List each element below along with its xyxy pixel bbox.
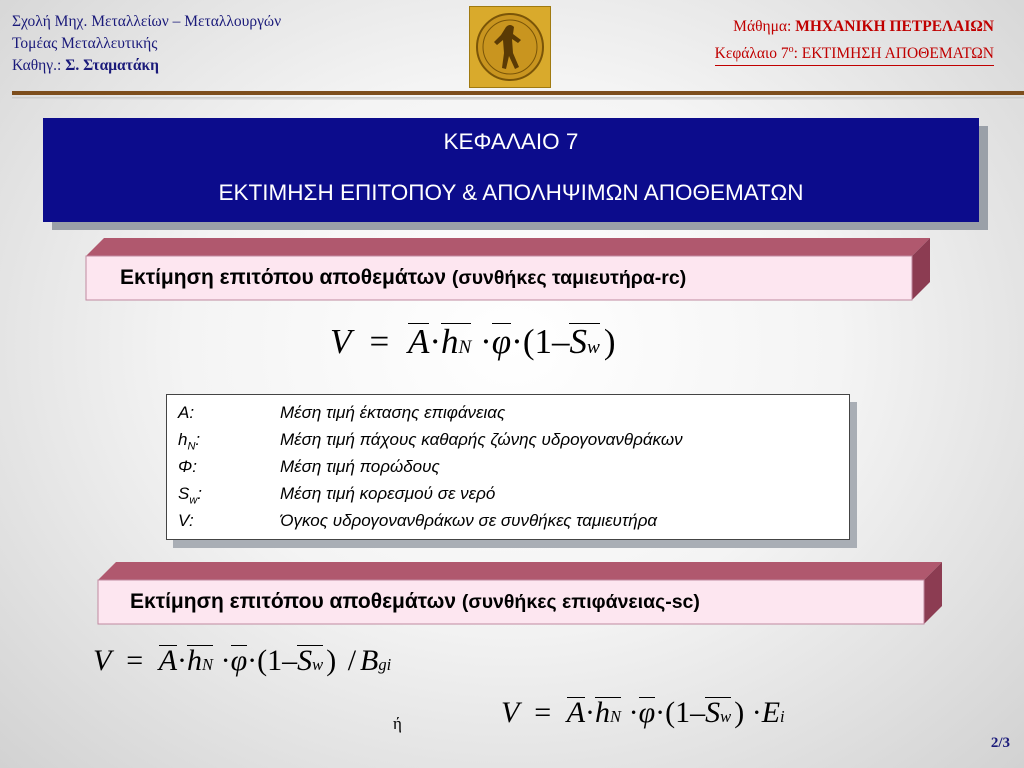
def-description: Μέση τιμή πάχους καθαρής ζώνης υδρογονανθράκων [280, 430, 683, 449]
section1-title-main: Εκτίμηση επιτόπου αποθεμάτων [120, 266, 447, 289]
eq1-dot1: · [429, 322, 442, 361]
section2-qualifier: (συνθήκες επιφάνειας-sc) [461, 591, 700, 613]
eq1-s-sub: w [586, 337, 600, 358]
eq2-v: V [93, 644, 111, 677]
section1-banner [84, 236, 934, 302]
professor-prefix: Καθηγ.: [12, 57, 66, 74]
chapter-title: ΕΚΤΙΜΗΣΗ ΕΠΙΤΟΠΟΥ & ΑΠΟΛΗΨΙΜΩΝ ΑΠΟΘΕΜΑΤΩΝ [218, 180, 804, 205]
eq3-v: V [501, 696, 519, 729]
professor-line [12, 55, 281, 77]
eq2-phi-bar: φ [230, 644, 248, 677]
def-description: Μέση τιμή έκτασης επιφάνειας [280, 403, 506, 422]
chapter-box [43, 118, 979, 222]
eq3-minus: – [690, 696, 706, 729]
eq3-e: E [761, 696, 781, 729]
eq1-open: (1 [522, 322, 552, 361]
chapter-line [715, 38, 994, 66]
course-name: ΜΗΧΑΝΙΚΗ ΠΕΤΡΕΛΑΙΩΝ [795, 18, 994, 35]
eq2-h: h [187, 644, 203, 677]
eq1-phi-bar: φ [491, 322, 512, 361]
eq2-a-bar: A [158, 644, 178, 677]
eq2-open: (1 [257, 644, 283, 677]
definitions-box [166, 394, 850, 540]
eq1-h: h [441, 322, 459, 361]
school-name: Σχολή Μηχ. Μεταλλείων – Μεταλλουργών [12, 13, 282, 30]
eq3-dot1: · [585, 696, 596, 729]
eq3-h-sub: N [610, 707, 622, 726]
chapter-prefix: Κεφάλαιο 7 [714, 45, 789, 63]
eq1-h-sub: N [458, 337, 472, 358]
eq3-dot3: · [655, 696, 666, 729]
def-symbol: V: [178, 511, 194, 530]
def-symbol-sub: w [189, 494, 198, 507]
or-word: ή [393, 714, 402, 733]
eq2-equals: = [126, 644, 144, 677]
eq3-h: h [595, 696, 611, 729]
eq2-b: B [360, 644, 379, 677]
eq3-close: ) [734, 696, 745, 729]
eq1-dot3: · [511, 322, 523, 361]
eq1-minus: – [551, 322, 570, 361]
chapter-sup: ο [788, 44, 794, 55]
eq2-close: ) [326, 644, 337, 677]
def-description: Όγκος υδρογονανθράκων σε συνθήκες ταμιευτήρα [280, 511, 658, 530]
eq3-open: (1 [665, 696, 691, 729]
section2-title [130, 590, 700, 614]
eq2-minus: – [282, 644, 298, 677]
eq2-slash: / [347, 644, 357, 677]
section2-banner [96, 560, 946, 626]
eq2-s-bar [297, 645, 323, 676]
equation-surface-bgi [93, 644, 391, 678]
equation-surface-ei [501, 696, 785, 730]
page-number: 2/3 [990, 735, 1010, 751]
eq3-a-bar: A [566, 696, 586, 729]
eq1-a-bar: A [408, 322, 430, 361]
header-left [12, 11, 281, 77]
section1-title [120, 266, 686, 290]
eq2-s-sub: w [312, 655, 324, 674]
eq1-v: V [330, 322, 351, 361]
def-symbol-base: S [178, 484, 190, 503]
eq1-h-bar [441, 323, 471, 359]
header-rule [12, 91, 1024, 95]
equation-reservoir [330, 322, 615, 362]
eq2-s: S [297, 644, 313, 677]
eq3-equals: = [534, 696, 552, 729]
eq2-h-sub: N [202, 655, 214, 674]
eq3-dot2: · [628, 696, 639, 729]
course-prefix: Μάθημα: [733, 18, 796, 35]
eq1-s: S [569, 322, 587, 361]
eq3-s-sub: w [720, 707, 732, 726]
eq1-equals: = [369, 322, 390, 361]
def-description: Μέση τιμή κορεσμού σε νερό [280, 484, 496, 503]
def-symbol: A: [178, 403, 195, 422]
university-seal-icon [469, 6, 551, 88]
eq1-s-bar [569, 323, 599, 359]
eq2-dot1: · [177, 644, 188, 677]
eq1-dot2: · [480, 322, 492, 361]
header-rule-shadow [12, 97, 1024, 100]
def-symbol-tail: : [195, 430, 201, 449]
def-symbol-base: h [178, 430, 188, 449]
chapter-rest: : ΕΚΤΙΜΗΣΗ ΑΠΟΘΕΜΑΤΩΝ [793, 45, 994, 63]
section2-title-main: Εκτίμηση επιτόπου αποθεμάτων [130, 590, 457, 613]
section1-qualifier: (συνθήκες ταμιευτήρα-rc) [451, 267, 687, 289]
def-symbol-tail: : [197, 484, 203, 503]
eq3-s-bar [705, 697, 731, 728]
eq3-dot4: · [751, 696, 762, 729]
def-symbol [178, 430, 200, 452]
def-symbol: Φ: [178, 457, 197, 476]
eq3-e-sub: i [780, 707, 785, 726]
eq3-s: S [705, 696, 721, 729]
header-right [715, 15, 994, 66]
def-symbol-sub: N [187, 440, 196, 453]
eq2-h-bar [187, 645, 213, 676]
def-description: Μέση τιμή πορώδους [280, 457, 440, 476]
eq1-close: ) [603, 322, 616, 361]
eq3-h-bar [595, 697, 621, 728]
eq2-b-sub: gi [378, 655, 392, 674]
course-line [715, 15, 994, 38]
professor-name: Σ. Σταματάκη [65, 57, 159, 74]
chapter-number: ΚΕΦΑΛΑΙΟ 7 [443, 129, 579, 154]
eq2-dot2: · [220, 644, 231, 677]
department-name: Τομέας Μεταλλευτικής [12, 35, 158, 52]
eq3-phi-bar: φ [638, 696, 656, 729]
eq2-dot3: · [247, 644, 258, 677]
def-symbol [178, 484, 202, 506]
